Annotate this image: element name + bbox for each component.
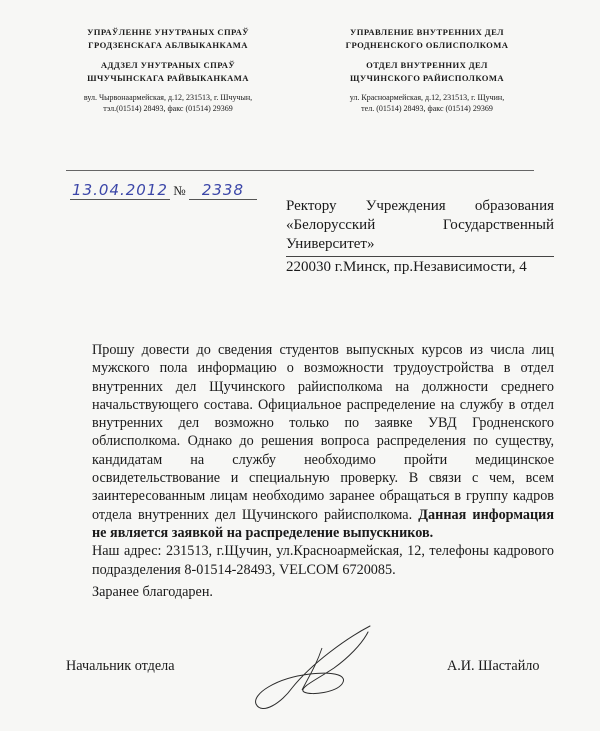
registration-number-sign: № — [173, 183, 186, 198]
closing-line: Заранее благодарен. — [92, 584, 213, 600]
handwritten-signature — [252, 618, 382, 718]
header-right-org1: УПРАВЛЕНИЕ ВНУТРЕННИХ ДЕЛ — [350, 27, 504, 37]
header-left-dept2: ШЧУЧЫНСКАГА РАЙВЫКАНКАМА — [87, 72, 249, 83]
header-right-org2: ГРОДНЕНСКОГО ОБЛИСПОЛКОМА — [345, 39, 509, 50]
registration-date: 13.04.2012 — [72, 181, 168, 199]
addressee-line2: «Белорусский Государственный — [286, 217, 554, 233]
header-left-address: вул. Чырвонаармейская, д.12, 231513, г. Шчучын, — [83, 93, 253, 102]
addressee-block — [286, 197, 554, 277]
header-left-org1: УПРАЎЛЕННЕ УНУТРАНЫХ СПРАЎ — [87, 27, 249, 37]
signatory-title: Начальник отдела — [66, 658, 175, 674]
header-left-org2: ГРОДЗЕНСКАГА АБЛВЫКАНКАМА — [88, 39, 248, 50]
registration-number-field — [189, 181, 257, 200]
header-right-dept1: ОТДЕЛ ВНУТРЕННИХ ДЕЛ — [366, 60, 488, 70]
signatory-name: А.И. Шастайло — [447, 658, 540, 674]
body-paragraph-2 — [92, 542, 554, 579]
letter-body — [92, 341, 554, 579]
header-divider — [66, 170, 534, 171]
body-paragraph-2-text: Наш адрес: 231513, г.Щучин, ул.Красноармейская, 12, телефоны кадрового подразделения 8-01514-28493, VELCOM 6720085. — [92, 543, 554, 578]
header-left — [48, 26, 288, 114]
registration-number: 2338 — [201, 181, 244, 199]
addressee-line3: Университет» — [286, 236, 375, 252]
addressee-line1: Ректору Учреждения образования — [286, 198, 554, 214]
header-right-phone: тел. (01514) 28493, факс (01514) 29369 — [361, 104, 493, 113]
body-paragraph-1-text: Прошу довести до сведения студентов выпускных курсов из числа лиц мужского пола информацию о возможности трудоустройства в отдел внутренних дел Щучинского райисполкома на должности среднего начальствующего состава. Официальное распределение на службу в отдел внутренних дел возможно только по заявке УВД Гродненского облисполкома. Однако до решения вопроса распределения по существу, кандидатам на службу необходимо пройти медицинское освидетельствование и специальную проверку. В связи с чем, всем заинтересованным лицам необходимо заранее обращаться в группу кадров отдела внутренних дел Щучинского райисполкома. — [92, 342, 554, 523]
header-right — [308, 26, 546, 114]
registration-date-field — [70, 181, 170, 200]
body-paragraph-1 — [92, 341, 554, 542]
header-right-dept2: ЩУЧИНСКОГО РАЙИСПОЛКОМА — [350, 72, 504, 83]
header-left-dept1: АДДЗЕЛ УНУТРАНЫХ СПРАЎ — [100, 60, 236, 70]
registration-line — [70, 181, 257, 200]
addressee-line4: 220030 г.Минск, пр.Независимости, 4 — [286, 259, 527, 275]
header-left-phone: тэл.(01514) 28493, факс (01514) 29369 — [103, 104, 233, 113]
addressee-rule — [286, 256, 554, 257]
body-paragraph-1-bold: Данная информация не является заявкой на распределение выпускников. — [92, 506, 555, 541]
header-right-address: ул. Красноармейская, д.12, 231513, г. Щучин, — [349, 93, 505, 102]
